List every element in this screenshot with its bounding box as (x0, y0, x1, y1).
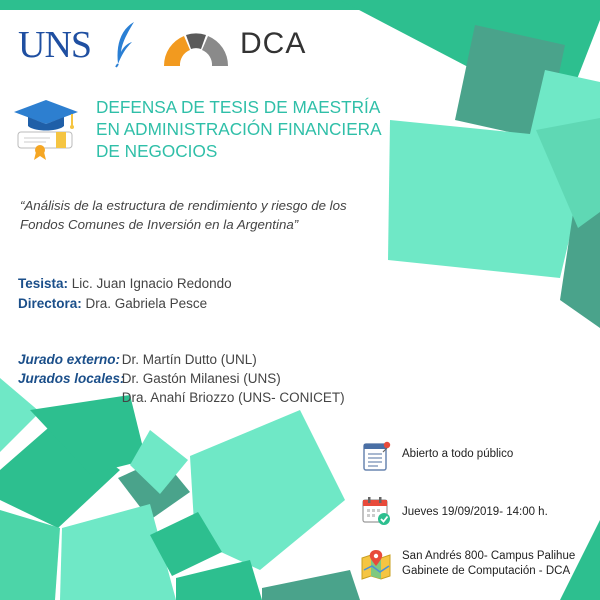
address-line: San Andrés 800- Campus Palihue (402, 550, 576, 562)
jury-local-name: Dr. Gastón Milanesi (UNS) (121, 371, 281, 386)
page-title (96, 96, 382, 162)
tesista-row (18, 274, 232, 293)
jury-external-row (18, 350, 257, 369)
address-line: Gabinete de Computación - DCA (402, 565, 571, 577)
jury-external-name: Dr. Martín Dutto (UNL) (121, 352, 257, 367)
jury-local-row (18, 369, 281, 388)
dca-logo: DCA (240, 27, 307, 60)
open-to-public-text: Abierto a todo público (402, 448, 514, 460)
jury-external-label: Jurado externo: (18, 352, 121, 367)
tesista-label: Tesista: (18, 276, 69, 291)
jury-local-name: Dra. Anahí Briozzo (UNS- CONICET) (121, 390, 345, 405)
graduation-cap-diploma-icon (10, 92, 82, 164)
uns-logo: UNS (18, 24, 92, 66)
date-time-text: Jueves 19/09/2019- 14:00 h. (402, 506, 548, 518)
map-pin-icon (360, 548, 392, 580)
thesis-line: “Análisis de la estructura de rendimiento y riesgo de los (20, 198, 347, 213)
dca-arch-icon (160, 28, 232, 68)
tesista-name: Lic. Juan Ignacio Redondo (71, 276, 232, 291)
thesis-title (20, 196, 370, 234)
title-line: EN ADMINISTRACIÓN FINANCIERA (96, 119, 382, 139)
calendar-check-icon (360, 494, 392, 526)
bg-shape (60, 504, 176, 600)
jury-local-label: Jurados locales: (18, 371, 125, 386)
logo-bar (10, 14, 330, 72)
directora-label: Directora: (18, 296, 82, 311)
title-line: DE NEGOCIOS (96, 141, 218, 161)
jury-local-row (18, 388, 345, 407)
directora-row (18, 294, 207, 313)
feather-icon (112, 20, 140, 68)
document-pin-icon (360, 440, 392, 472)
bg-shape (262, 570, 360, 600)
thesis-line: Fondos Comunes de Inversión en la Argentina” (20, 217, 299, 232)
directora-name: Dra. Gabriela Pesce (85, 296, 208, 311)
title-line: DEFENSA DE TESIS DE MAESTRÍA (96, 97, 381, 117)
address-text (402, 549, 575, 579)
